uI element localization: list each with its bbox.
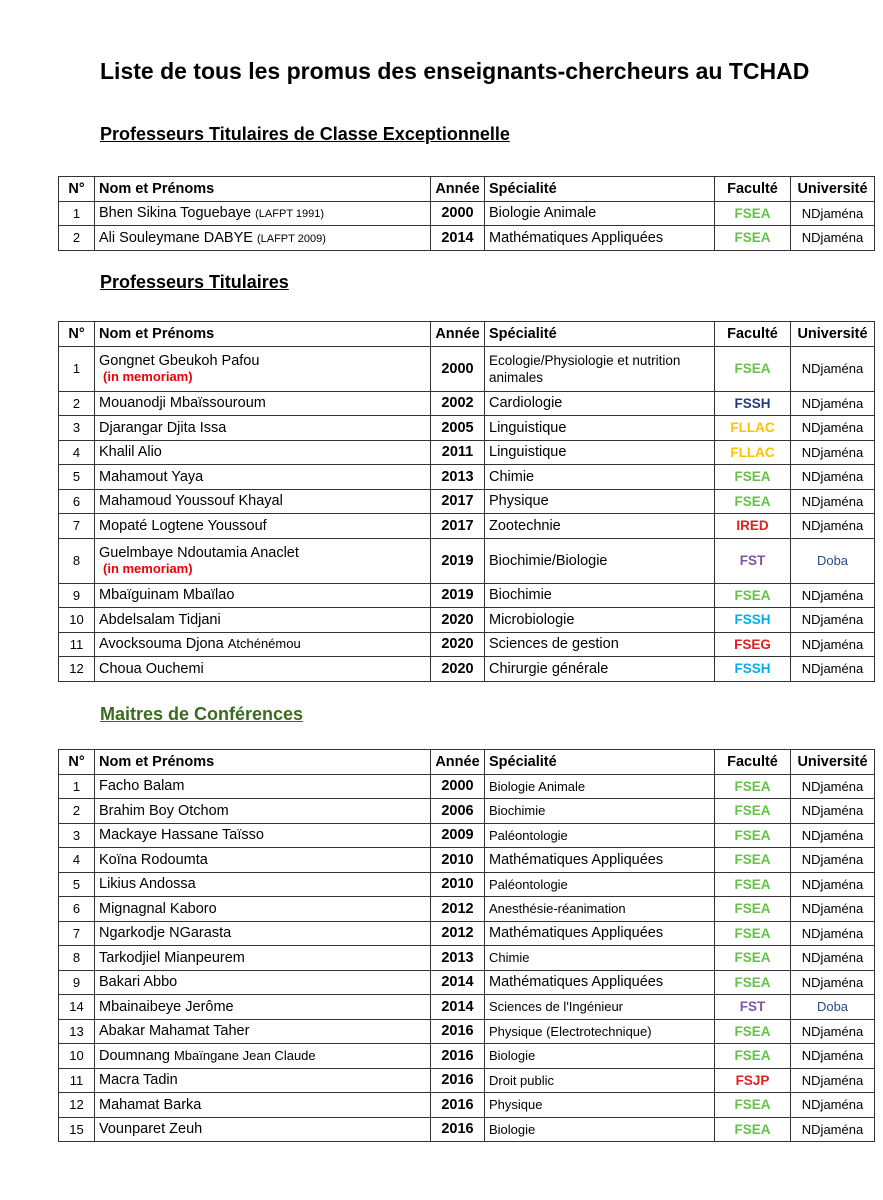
row-number: 6 [59, 897, 95, 922]
row-number: 9 [59, 970, 95, 995]
university-cell: NDjaména [791, 440, 875, 465]
person-name-cell [95, 1019, 431, 1044]
person-name: Bakari Abbo [99, 974, 178, 991]
table-row [59, 1044, 875, 1069]
person-name-extra: Mbaïngane Jean Claude [173, 1047, 316, 1063]
person-name-cell [95, 946, 431, 971]
person-name-cell [95, 799, 431, 824]
faculty-cell: FSEA [715, 583, 791, 608]
faculty-cell: FSEA [715, 921, 791, 946]
person-name: Bhen Sikina Toguebaye [99, 205, 252, 222]
table-row [59, 226, 875, 251]
section-heading-pt-exceptionnelle: Professeurs Titulaires de Classe Exceptionnelle [100, 124, 510, 144]
table-pt-exceptionnelle [58, 176, 875, 251]
header-fac: Faculté [715, 177, 791, 202]
row-number: 5 [59, 872, 95, 897]
row-number: 2 [59, 799, 95, 824]
university-cell: NDjaména [791, 1044, 875, 1069]
person-name-cell [95, 489, 431, 514]
year-cell: 2005 [431, 416, 485, 441]
person-name: Abdelsalam Tidjani [99, 611, 221, 628]
person-name-cell [95, 657, 431, 682]
speciality-cell: Cardiologie [485, 391, 715, 416]
row-number: 14 [59, 995, 95, 1020]
header-num: N° [59, 177, 95, 202]
year-cell: 2016 [431, 1068, 485, 1093]
person-name-cell [95, 346, 431, 391]
person-name-extra: Atchénémou [227, 636, 301, 652]
year-cell: 2017 [431, 489, 485, 514]
person-name: Guelmbaye Ndoutamia Anaclet [99, 545, 299, 561]
person-name-cell [95, 226, 431, 251]
table-row [59, 489, 875, 514]
header-year: Année [431, 177, 485, 202]
table-row [59, 897, 875, 922]
person-name: Doumnang [99, 1047, 170, 1064]
person-name: Ngarkodje NGarasta [99, 925, 232, 942]
person-name-cell [95, 391, 431, 416]
faculty-cell: FSEA [715, 897, 791, 922]
person-name-note: (LAFPT 2009) [256, 232, 326, 245]
table-row [59, 657, 875, 682]
university-cell: NDjaména [791, 489, 875, 514]
person-name: Khalil Alio [99, 444, 162, 461]
in-memoriam-label: (in memoriam) [103, 561, 193, 576]
faculty-cell: FST [715, 995, 791, 1020]
table-row [59, 346, 875, 391]
table-row [59, 465, 875, 490]
table-row [59, 921, 875, 946]
faculty-cell: FSEA [715, 799, 791, 824]
faculty-cell: FSSH [715, 608, 791, 633]
speciality-cell: Linguistique [485, 440, 715, 465]
speciality-cell: Physique [485, 489, 715, 514]
row-number: 6 [59, 489, 95, 514]
person-name-cell [95, 1044, 431, 1069]
speciality-cell: Sciences de l'Ingénieur [485, 995, 715, 1020]
row-number: 1 [59, 346, 95, 391]
person-name: Tarkodjiel Mianpeurem [99, 949, 245, 966]
year-cell: 2014 [431, 995, 485, 1020]
university-cell: NDjaména [791, 514, 875, 539]
person-name-cell [95, 995, 431, 1020]
year-cell: 2000 [431, 346, 485, 391]
person-name-cell [95, 538, 431, 583]
university-cell: NDjaména [791, 921, 875, 946]
header-num: N° [59, 750, 95, 775]
speciality-cell: Sciences de gestion [485, 632, 715, 657]
person-name-cell [95, 583, 431, 608]
faculty-cell: FSEA [715, 201, 791, 226]
year-cell: 2013 [431, 946, 485, 971]
row-number: 12 [59, 657, 95, 682]
year-cell: 2019 [431, 538, 485, 583]
year-cell: 2012 [431, 897, 485, 922]
speciality-cell: Zootechnie [485, 514, 715, 539]
row-number: 7 [59, 921, 95, 946]
person-name: Mahamat Barka [99, 1096, 202, 1113]
table-row [59, 632, 875, 657]
year-cell: 2002 [431, 391, 485, 416]
in-memoriam-label: (in memoriam) [103, 369, 193, 384]
faculty-cell: FSSH [715, 657, 791, 682]
speciality-cell: Biologie [485, 1044, 715, 1069]
university-cell: NDjaména [791, 391, 875, 416]
table-row [59, 848, 875, 873]
person-name-cell [95, 921, 431, 946]
row-number: 8 [59, 538, 95, 583]
university-cell: NDjaména [791, 848, 875, 873]
person-name: Mbainaibeye Jerôme [99, 998, 234, 1015]
speciality-cell: Biochimie [485, 799, 715, 824]
table-row [59, 440, 875, 465]
faculty-cell: FSEA [715, 848, 791, 873]
person-name: Ali Souleymane DABYE [99, 229, 253, 246]
table-row [59, 391, 875, 416]
person-name: Facho Balam [99, 778, 185, 795]
row-number: 8 [59, 946, 95, 971]
person-name-cell [95, 201, 431, 226]
header-spec: Spécialité [485, 322, 715, 347]
table-row [59, 514, 875, 539]
person-name-cell [95, 608, 431, 633]
year-cell: 2000 [431, 774, 485, 799]
table-row [59, 1117, 875, 1142]
year-cell: 2010 [431, 848, 485, 873]
table-row [59, 1093, 875, 1118]
table-row [59, 416, 875, 441]
year-cell: 2012 [431, 921, 485, 946]
faculty-cell: FSEA [715, 465, 791, 490]
university-cell: Doba [791, 995, 875, 1020]
table-row [59, 1019, 875, 1044]
row-number: 13 [59, 1019, 95, 1044]
speciality-cell: Mathématiques Appliquées [485, 921, 715, 946]
university-cell: NDjaména [791, 1068, 875, 1093]
person-name: Djarangar Djita Issa [99, 419, 227, 436]
faculty-cell: FSEA [715, 872, 791, 897]
person-name: Macra Tadin [99, 1072, 178, 1089]
faculty-cell: FSEG [715, 632, 791, 657]
year-cell: 2017 [431, 514, 485, 539]
year-cell: 2020 [431, 608, 485, 633]
faculty-cell: FSEA [715, 1019, 791, 1044]
person-name: Mopaté Logtene Youssouf [99, 517, 267, 534]
section-heading-pt: Professeurs Titulaires [100, 272, 289, 292]
university-cell: NDjaména [791, 897, 875, 922]
person-name-note: (LAFPT 1991) [255, 208, 325, 221]
university-cell: NDjaména [791, 346, 875, 391]
header-year: Année [431, 750, 485, 775]
person-name-cell [95, 872, 431, 897]
person-name-cell [95, 416, 431, 441]
person-name: Abakar Mahamat Taher [99, 1023, 250, 1040]
speciality-cell: Linguistique [485, 416, 715, 441]
speciality-cell: Biochimie [485, 583, 715, 608]
person-name: Mbaïguinam Mbaïlao [99, 587, 235, 604]
table-row [59, 538, 875, 583]
year-cell: 2020 [431, 632, 485, 657]
year-cell: 2014 [431, 970, 485, 995]
university-cell: NDjaména [791, 632, 875, 657]
table-mc [58, 749, 875, 1142]
university-cell: Doba [791, 538, 875, 583]
year-cell: 2000 [431, 201, 485, 226]
speciality-cell: Chimie [485, 465, 715, 490]
faculty-cell: FSEA [715, 1044, 791, 1069]
speciality-cell: Mathématiques Appliquées [485, 226, 715, 251]
row-number: 2 [59, 391, 95, 416]
faculty-cell: FSEA [715, 970, 791, 995]
year-cell: 2019 [431, 583, 485, 608]
university-cell: NDjaména [791, 774, 875, 799]
person-name: Avocksouma Djona [99, 636, 224, 653]
person-name: Brahim Boy Otchom [99, 802, 229, 819]
table-row [59, 872, 875, 897]
speciality-cell: Chirurgie générale [485, 657, 715, 682]
university-cell: NDjaména [791, 583, 875, 608]
header-univ: Université [791, 322, 875, 347]
university-cell: NDjaména [791, 1019, 875, 1044]
person-name-cell [95, 514, 431, 539]
row-number: 11 [59, 632, 95, 657]
faculty-cell: FSEA [715, 1117, 791, 1142]
university-cell: NDjaména [791, 657, 875, 682]
row-number: 12 [59, 1093, 95, 1118]
table-pt [58, 321, 875, 682]
row-number: 4 [59, 440, 95, 465]
faculty-cell: FSSH [715, 391, 791, 416]
year-cell: 2009 [431, 823, 485, 848]
university-cell: NDjaména [791, 465, 875, 490]
row-number: 11 [59, 1068, 95, 1093]
faculty-cell: FLLAC [715, 416, 791, 441]
speciality-cell: Chimie [485, 946, 715, 971]
person-name: Mahamoud Youssouf Khayal [99, 493, 283, 510]
faculty-cell: FSEA [715, 346, 791, 391]
university-cell: NDjaména [791, 226, 875, 251]
speciality-cell: Biologie Animale [485, 774, 715, 799]
header-fac: Faculté [715, 322, 791, 347]
person-name: Mahamout Yaya [99, 468, 204, 485]
header-univ: Université [791, 750, 875, 775]
university-cell: NDjaména [791, 608, 875, 633]
university-cell: NDjaména [791, 1093, 875, 1118]
header-name: Nom et Prénoms [95, 177, 431, 202]
faculty-cell: FSEA [715, 946, 791, 971]
university-cell: NDjaména [791, 946, 875, 971]
header-name: Nom et Prénoms [95, 750, 431, 775]
year-cell: 2006 [431, 799, 485, 824]
row-number: 9 [59, 583, 95, 608]
person-name-cell [95, 897, 431, 922]
faculty-cell: IRED [715, 514, 791, 539]
university-cell: NDjaména [791, 970, 875, 995]
table-row [59, 970, 875, 995]
table-header-row [59, 750, 875, 775]
row-number: 7 [59, 514, 95, 539]
person-name-cell [95, 1117, 431, 1142]
row-number: 10 [59, 608, 95, 633]
faculty-cell: FSEA [715, 823, 791, 848]
person-name: Mouanodji Mbaïssouroum [99, 395, 266, 412]
table-row [59, 946, 875, 971]
speciality-cell: Physique [485, 1093, 715, 1118]
faculty-cell: FSEA [715, 226, 791, 251]
row-number: 1 [59, 774, 95, 799]
section-heading-mc: Maitres de Conférences [100, 704, 304, 724]
university-cell: NDjaména [791, 201, 875, 226]
person-name-cell [95, 823, 431, 848]
person-name-cell [95, 632, 431, 657]
table-row [59, 799, 875, 824]
person-name: Koïna Rodoumta [99, 851, 208, 868]
table-row [59, 823, 875, 848]
table-row [59, 1068, 875, 1093]
person-name-cell [95, 970, 431, 995]
faculty-cell: FSEA [715, 489, 791, 514]
speciality-cell: Mathématiques Appliquées [485, 848, 715, 873]
person-name: Likius Andossa [99, 876, 196, 893]
person-name: Mackaye Hassane Taïsso [99, 827, 264, 844]
speciality-cell: Microbiologie [485, 608, 715, 633]
table-row [59, 201, 875, 226]
header-name: Nom et Prénoms [95, 322, 431, 347]
person-name-cell [95, 1068, 431, 1093]
faculty-cell: FSEA [715, 1093, 791, 1118]
faculty-cell: FSEA [715, 774, 791, 799]
person-name-cell [95, 774, 431, 799]
table-header-row [59, 177, 875, 202]
header-num: N° [59, 322, 95, 347]
speciality-cell: Biochimie/Biologie [485, 538, 715, 583]
speciality-cell: Biologie Animale [485, 201, 715, 226]
table-header-row [59, 322, 875, 347]
speciality-cell: Droit public [485, 1068, 715, 1093]
row-number: 5 [59, 465, 95, 490]
row-number: 2 [59, 226, 95, 251]
year-cell: 2011 [431, 440, 485, 465]
university-cell: NDjaména [791, 1117, 875, 1142]
row-number: 4 [59, 848, 95, 873]
table-row [59, 995, 875, 1020]
header-spec: Spécialité [485, 750, 715, 775]
row-number: 10 [59, 1044, 95, 1069]
faculty-cell: FST [715, 538, 791, 583]
speciality-cell: Paléontologie [485, 872, 715, 897]
university-cell: NDjaména [791, 872, 875, 897]
person-name-cell [95, 465, 431, 490]
year-cell: 2016 [431, 1044, 485, 1069]
table-row [59, 583, 875, 608]
speciality-cell: Biologie [485, 1117, 715, 1142]
year-cell: 2020 [431, 657, 485, 682]
university-cell: NDjaména [791, 799, 875, 824]
header-fac: Faculté [715, 750, 791, 775]
person-name: Gongnet Gbeukoh Pafou [99, 353, 260, 369]
header-spec: Spécialité [485, 177, 715, 202]
year-cell: 2016 [431, 1019, 485, 1044]
year-cell: 2013 [431, 465, 485, 490]
person-name-cell [95, 440, 431, 465]
year-cell: 2016 [431, 1117, 485, 1142]
person-name: Choua Ouchemi [99, 660, 204, 677]
table-row [59, 774, 875, 799]
university-cell: NDjaména [791, 823, 875, 848]
speciality-cell: Physique (Electrotechnique) [485, 1019, 715, 1044]
person-name: Vounparet Zeuh [99, 1121, 203, 1138]
speciality-cell: Ecologie/Physiologie et nutrition animales [485, 346, 715, 391]
person-name-cell [95, 848, 431, 873]
table-row [59, 608, 875, 633]
faculty-cell: FSJP [715, 1068, 791, 1093]
year-cell: 2010 [431, 872, 485, 897]
row-number: 15 [59, 1117, 95, 1142]
row-number: 3 [59, 823, 95, 848]
university-cell: NDjaména [791, 416, 875, 441]
year-cell: 2014 [431, 226, 485, 251]
speciality-cell: Paléontologie [485, 823, 715, 848]
person-name: Mignagnal Kaboro [99, 900, 217, 917]
header-univ: Université [791, 177, 875, 202]
row-number: 1 [59, 201, 95, 226]
speciality-cell: Mathématiques Appliquées [485, 970, 715, 995]
page-title: Liste de tous les promus des enseignants-chercheurs au TCHAD [100, 58, 810, 84]
faculty-cell: FLLAC [715, 440, 791, 465]
person-name-cell [95, 1093, 431, 1118]
row-number: 3 [59, 416, 95, 441]
header-year: Année [431, 322, 485, 347]
speciality-cell: Anesthésie-réanimation [485, 897, 715, 922]
year-cell: 2016 [431, 1093, 485, 1118]
